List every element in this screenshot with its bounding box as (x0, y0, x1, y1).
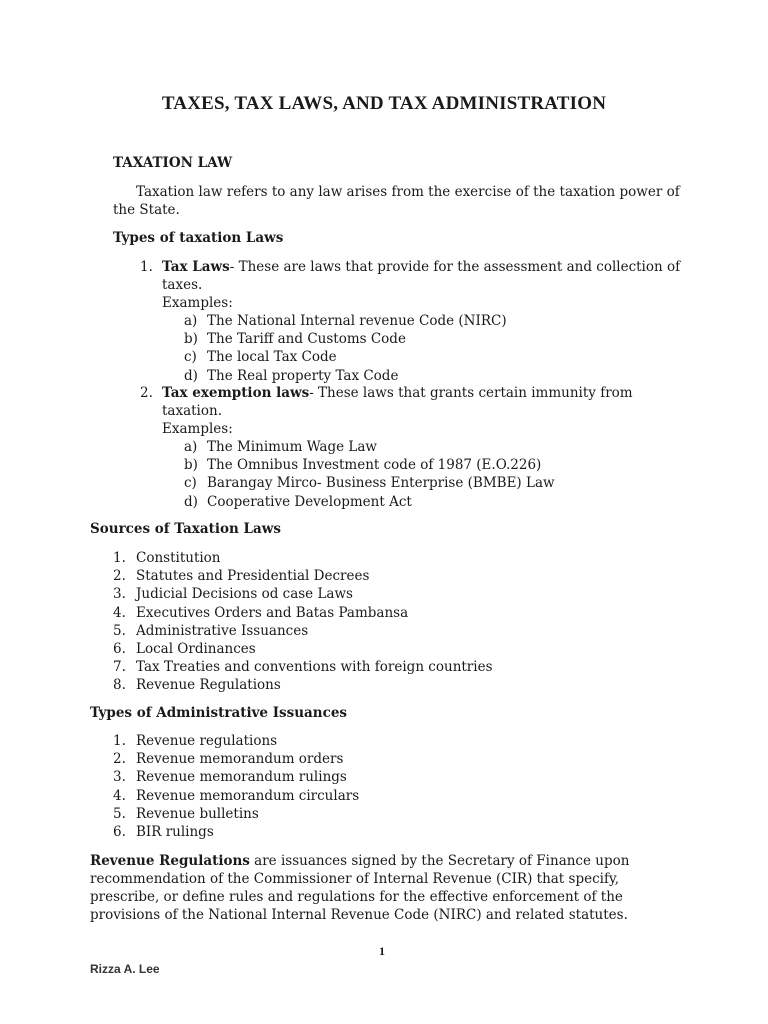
page-number: 1 (379, 944, 385, 958)
list-item-text: Local Ordinances (136, 641, 256, 658)
list-number: 1. (140, 259, 153, 275)
heading-types-of-taxation-laws: Types of taxation Laws (113, 230, 284, 246)
tax-laws-desc-line1: - These are laws that provide for the assessment and collection of (229, 259, 681, 275)
list-item-text: Executives Orders and Batas Pambansa (136, 604, 409, 621)
list-item-number: c) (184, 475, 197, 492)
list-item-text: Revenue Regulations (136, 677, 281, 694)
list-item-number: d) (184, 367, 198, 384)
revenue-regulations-term: Revenue Regulations (90, 853, 250, 869)
revenue-regulations-line2: recommendation of the Commissioner of Internal Revenue (CIR) that specify, (90, 871, 620, 887)
list-item-number: 2. (113, 751, 126, 768)
list-item (184, 474, 704, 492)
list-item-text: Revenue bulletins (136, 805, 259, 822)
heading-types-of-administrative-issuances: Types of Administrative Issuances (90, 705, 348, 721)
list-item-text: The Minimum Wage Law (207, 439, 377, 455)
tax-exemption-desc-line2: taxation. (162, 403, 222, 419)
revenue-regulations-line4: provisions of the National Internal Revenue Code (NIRC) and related statutes. (90, 907, 628, 923)
list-item-number: 3. (113, 586, 126, 603)
list-item (184, 438, 704, 456)
list-item-number: b) (184, 331, 198, 348)
list-item-text: BIR rulings (136, 824, 214, 841)
list-item-number: 8. (113, 677, 126, 694)
list-item (113, 805, 673, 823)
list-item-text: Revenue regulations (136, 733, 278, 749)
list-item-number: b) (184, 457, 198, 474)
list-item (113, 567, 673, 585)
revenue-regulations-line1 (90, 852, 629, 870)
tax-exemption-item (162, 384, 633, 402)
list-item-number: 4. (113, 604, 126, 621)
list-item-text: Revenue memorandum orders (136, 751, 344, 768)
list-item-text: The Tariff and Customs Code (207, 331, 406, 348)
list-item-text: Administrative Issuances (136, 622, 309, 639)
tax-exemption-desc-line1: - These laws that grants certain immunity from (309, 385, 633, 401)
list-item (184, 456, 704, 474)
list-item-text: Revenue memorandum circulars (136, 787, 360, 804)
list-item (184, 312, 704, 330)
tax-exemption-examples (184, 438, 704, 511)
tax-laws-item (162, 258, 680, 276)
list-item-text: Statutes and Presidential Decrees (136, 568, 370, 585)
list-number: 2. (140, 385, 153, 401)
list-item (113, 768, 673, 786)
list-item-number: a) (184, 439, 198, 455)
list-item-text: The local Tax Code (207, 349, 337, 366)
list-item-number: 5. (113, 805, 126, 822)
admin-issuances-list (113, 732, 673, 841)
taxation-law-paragraph-line1: Taxation law refers to any law arises from the exercise of the taxation power of (136, 184, 680, 200)
list-item-text: Cooperative Development Act (207, 493, 412, 510)
sources-list (113, 549, 673, 695)
list-item (113, 732, 673, 750)
list-item-number: d) (184, 493, 198, 510)
list-item-text: The Real property Tax Code (207, 367, 399, 384)
examples-label: Examples: (162, 421, 233, 437)
list-item-text: Constitution (136, 550, 221, 566)
list-item-number: 6. (113, 641, 126, 658)
list-item (184, 493, 704, 511)
list-item-number: 5. (113, 622, 126, 639)
list-item (113, 750, 673, 768)
list-item-number: 2. (113, 568, 126, 585)
footer-author: Rizza A. Lee (90, 962, 160, 976)
list-item (113, 585, 673, 603)
heading-sources-of-taxation-laws: Sources of Taxation Laws (90, 521, 281, 537)
heading-taxation-law: TAXATION LAW (113, 155, 233, 171)
list-item (184, 367, 704, 385)
list-item (184, 330, 704, 348)
list-item (113, 676, 673, 694)
list-item-number: 1. (113, 550, 126, 566)
revenue-regulations-line1-rest: are issuances signed by the Secretary of Finance upon (249, 853, 630, 869)
tax-laws-desc-line2: taxes. (162, 277, 203, 293)
list-item-number: 1. (113, 733, 126, 749)
list-item (113, 658, 673, 676)
list-item-text: Judicial Decisions od case Laws (136, 586, 353, 603)
list-item-text: The Omnibus Investment code of 1987 (E.O.226) (207, 457, 542, 474)
list-item-number: a) (184, 313, 198, 329)
list-item-text: Revenue memorandum rulings (136, 769, 347, 786)
tax-exemption-term: Tax exemption laws (162, 385, 310, 401)
list-item-text: Barangay Mirco- Business Enterprise (BMBE) Law (207, 475, 555, 492)
tax-laws-examples (184, 312, 704, 385)
document-title: TAXES, TAX LAWS, AND TAX ADMINISTRATION (161, 93, 607, 114)
list-item (113, 622, 673, 640)
list-item (113, 787, 673, 805)
list-item-number: c) (184, 349, 197, 366)
tax-laws-term: Tax Laws (162, 259, 230, 275)
list-item (113, 549, 673, 567)
list-item (113, 604, 673, 622)
list-item-text: Tax Treaties and conventions with foreign countries (136, 659, 493, 676)
list-item-text: The National Internal revenue Code (NIRC) (207, 313, 507, 329)
list-item-number: 7. (113, 659, 126, 676)
list-item (184, 348, 704, 366)
examples-label: Examples: (162, 295, 233, 311)
list-item-number: 6. (113, 824, 126, 841)
list-item-number: 3. (113, 769, 126, 786)
taxation-law-paragraph-line2: the State. (113, 202, 180, 218)
list-item (113, 823, 673, 841)
list-item-number: 4. (113, 787, 126, 804)
list-item (113, 640, 673, 658)
revenue-regulations-line3: prescribe, or define rules and regulations for the effective enforcement of the (90, 889, 623, 905)
